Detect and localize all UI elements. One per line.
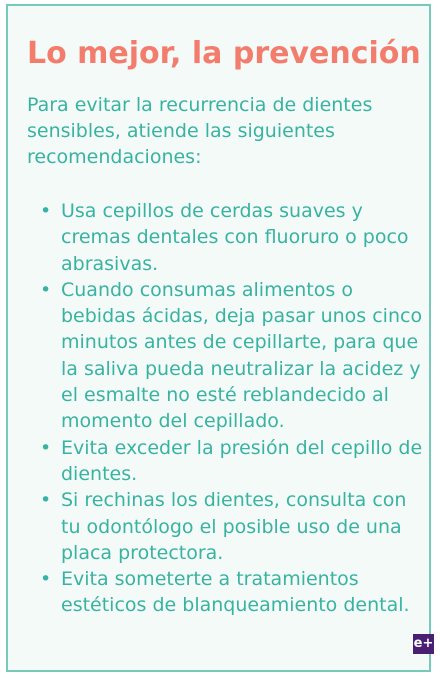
list-item-text: Si rechinas los dientes, consulta con tu odontólogo el posible uso de una placa protectora. [61, 489, 407, 564]
list-item [25, 198, 423, 277]
list-item-text: Evita exceder la presión del cepillo de dientes. [61, 436, 423, 485]
list-item [25, 277, 423, 435]
recommendations-list [25, 198, 423, 619]
bullet-icon: • [40, 489, 52, 512]
list-item-text: Evita someterte a tratamientos estéticos de blanqueamiento dental. [61, 568, 410, 617]
list-item-text: Cuando consumas alimentos o bebidas ácidas, deja pasar unos cinco minutos antes de cepillarte, para que la saliva pueda neutralizar la acidez y el esmalte no esté reblandecido al momento del cepillado. [61, 278, 423, 433]
bullet-icon: • [40, 278, 52, 301]
list-item [25, 435, 423, 488]
info-card [6, 4, 434, 672]
brand-logo-icon: e+ [413, 634, 434, 654]
bullet-icon: • [40, 436, 52, 459]
list-item-text: Usa cepillos de cerdas suaves y cremas dentales con fluoruro o poco abrasivas. [61, 200, 409, 275]
intro-text: Para evitar la recurrencia de dientes sensibles, atiende las siguientes recomendaciones: [27, 94, 373, 168]
card-title: Lo mejor, la prevención [27, 36, 421, 71]
bullet-icon: • [40, 568, 52, 591]
bullet-icon: • [40, 200, 52, 222]
list-item [25, 487, 423, 566]
list-item [25, 566, 423, 619]
